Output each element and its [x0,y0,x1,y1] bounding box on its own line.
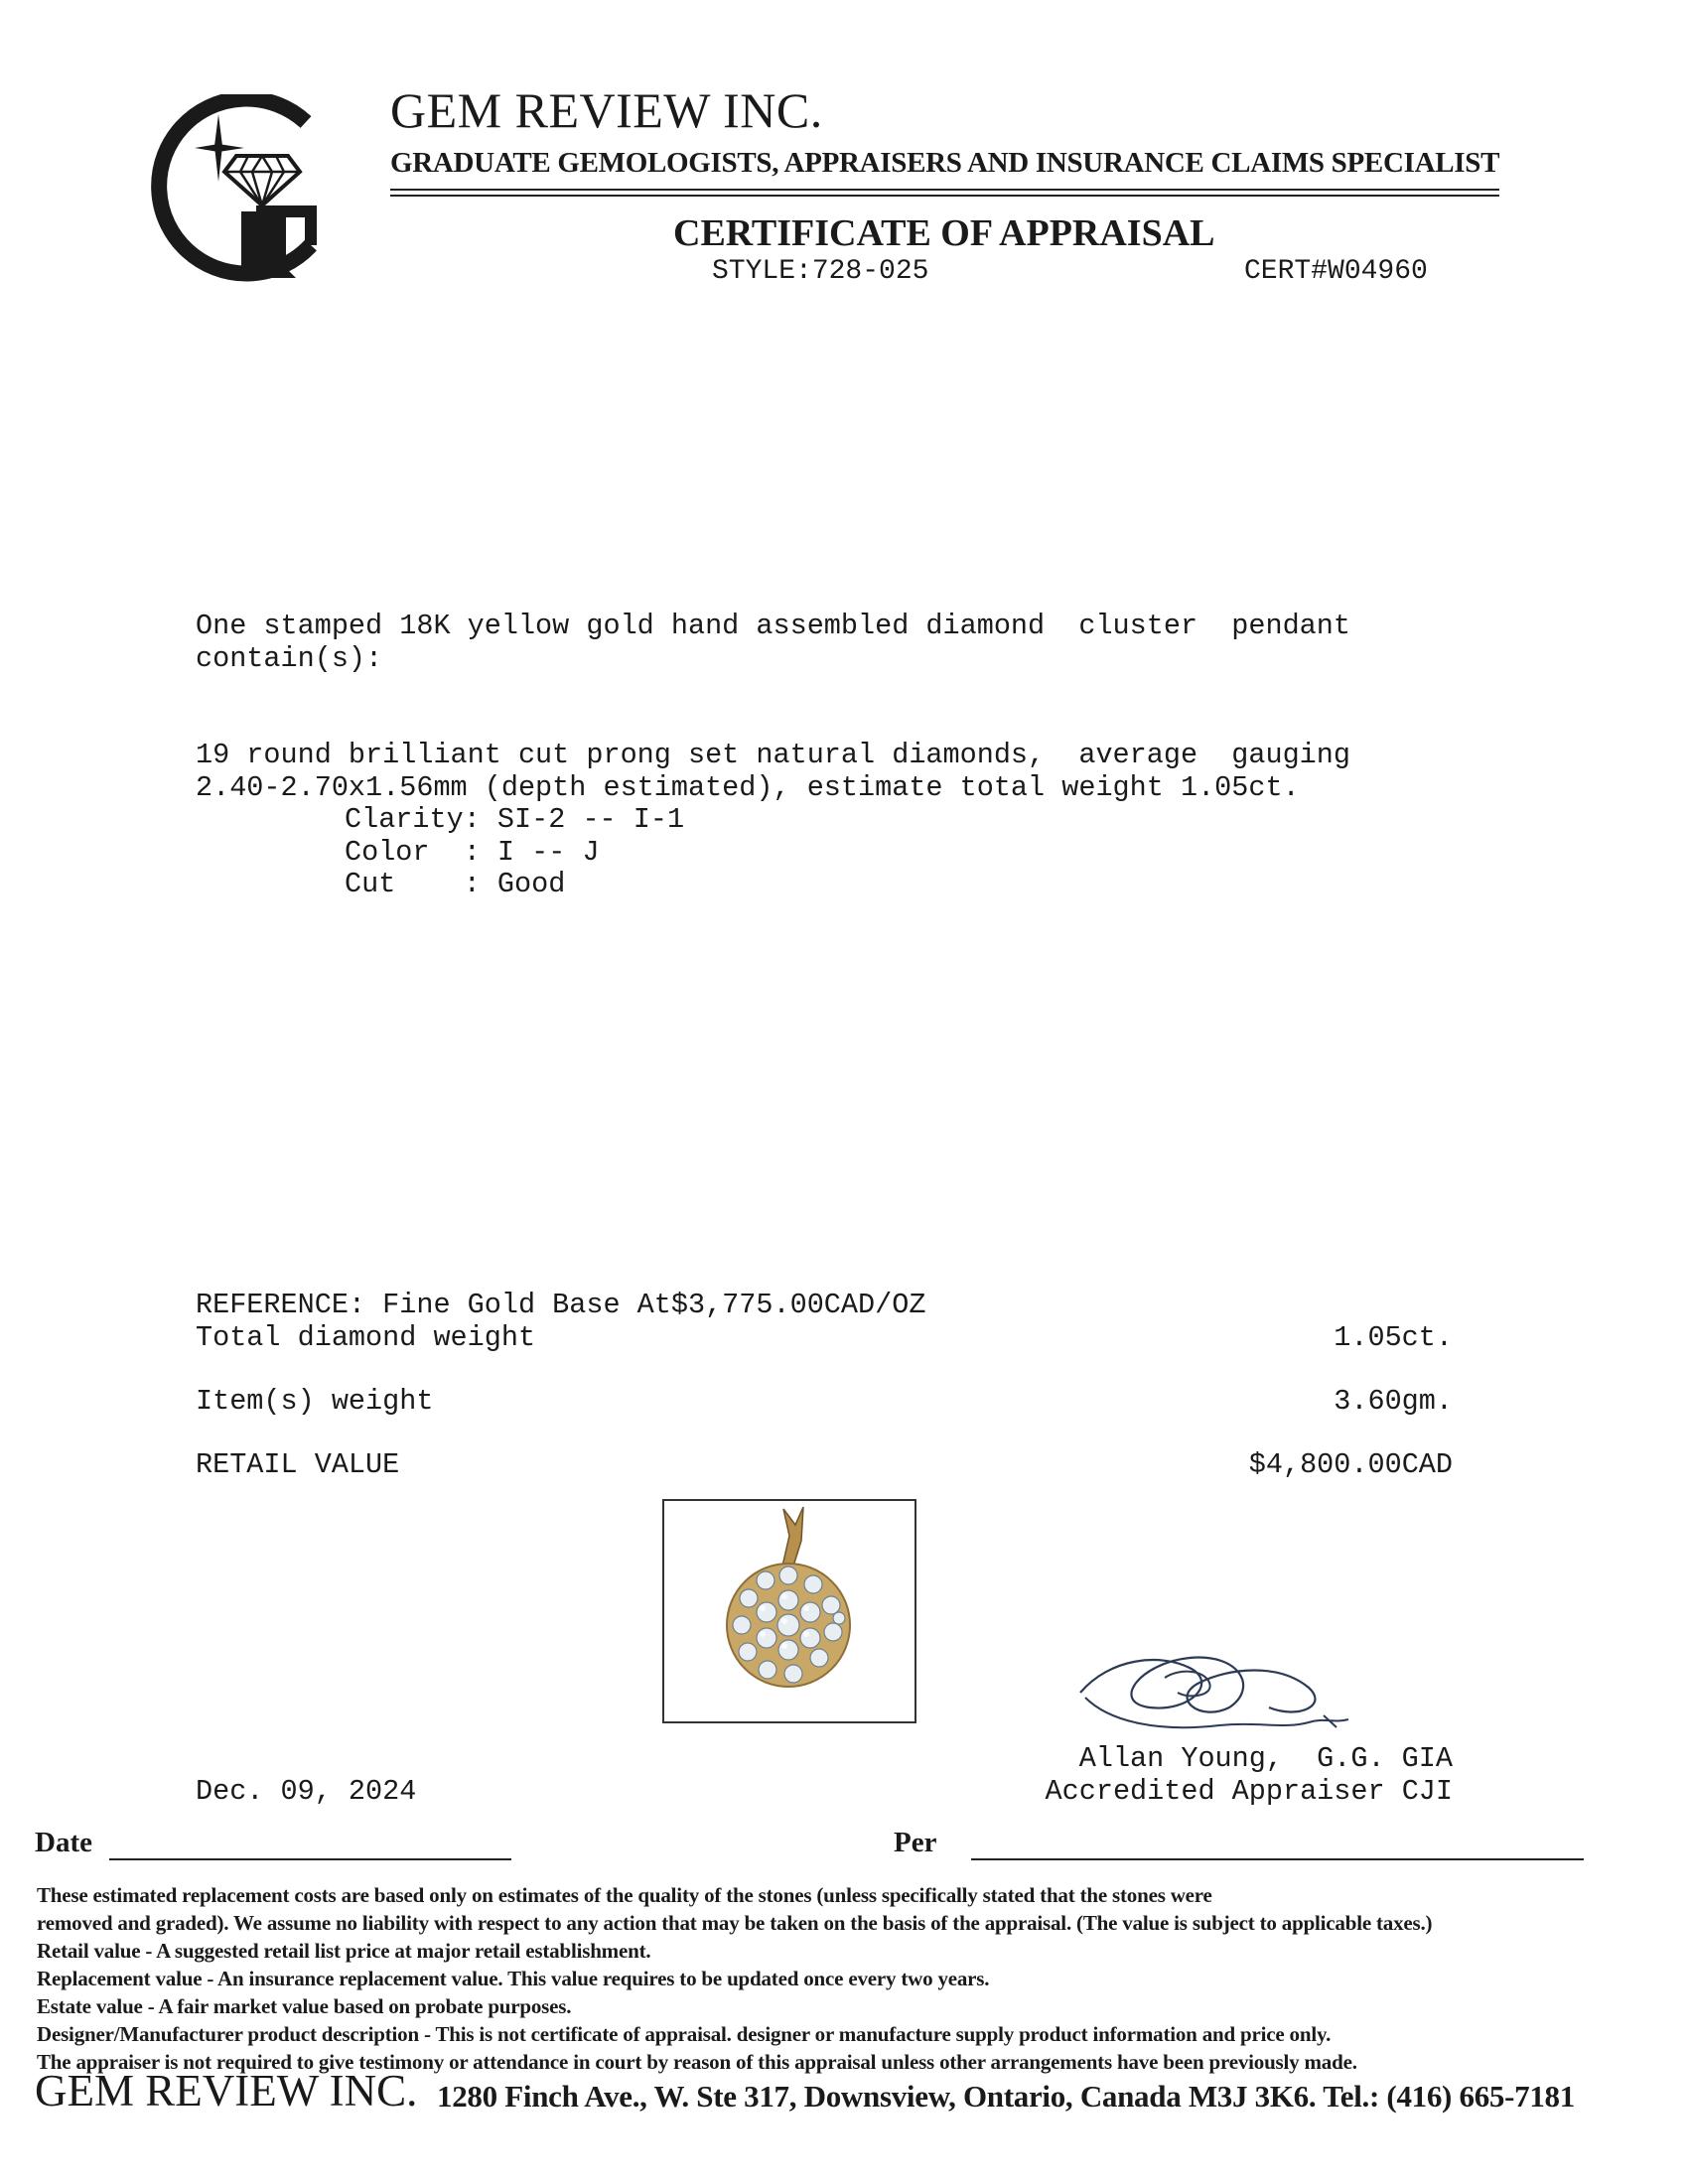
disclaimer-line-5: Estate value - A fair market value based on probate purposes. [37,1994,572,2018]
item-photo-frame [662,1499,916,1723]
cut-grade: Cut : Good [345,868,566,900]
certificate-title: CERTIFICATE OF APPRAISAL [673,212,1215,254]
disclaimer-line-2: removed and graded). We assume no liability with respect to any action that may be taken on the basis of the appraisal. (The value is subject to applicable taxes.) [37,1911,1433,1935]
company-name: GEM REVIEW INC. [390,82,823,138]
date-signature-line [109,1858,511,1860]
disclaimer-line-6: Designer/Manufacturer product description - This is not certificate of appraisal. designer or manufacture supply product information and price only. [37,2022,1332,2046]
footer-address: 1280 Finch Ave., W. Ste 317, Downsview, Ontario, Canada M3J 3K6. Tel.: (416) 665-7181 [437,2079,1575,2114]
description-line-1: One stamped 18K yellow gold hand assembled diamond cluster pendant [196,610,1350,642]
retail-value-label: RETAIL VALUE [196,1448,400,1481]
footer-company-name: GEM REVIEW INC. [35,2066,418,2116]
stones-line-2: 2.40-2.70x1.56mm (depth estimated), estimate total weight 1.05ct. [196,771,1300,804]
retail-value-amount: $4,800.00CAD [1248,1448,1453,1481]
header-divider-top [390,189,1499,191]
stones-line-1: 19 round brilliant cut prong set natural diamonds, average gauging [196,739,1350,771]
per-signature-line [971,1858,1584,1860]
total-diamond-weight-value: 1.05ct. [1334,1321,1453,1354]
company-subtitle: GRADUATE GEMOLOGISTS, APPRAISERS AND INSURANCE CLAIMS SPECIALIST [390,147,1500,179]
style-number: STYLE:728-025 [712,256,929,287]
disclaimer-line-3: Retail value - A suggested retail list price at major retail establishment. [37,1939,651,1963]
disclaimer-line-1: These estimated replacement costs are based only on estimates of the quality of the stones (unless specifically stated that the stones were [37,1883,1212,1907]
appraiser-title: Accredited Appraiser CJI [1045,1775,1453,1808]
header-divider-bottom [390,195,1499,197]
diamond-icon [224,156,300,205]
per-label: Per [894,1827,937,1858]
disclaimer-line-7: The appraiser is not required to give testimony or attendance in court by reason of this appraisal unless other arrangements have been previously made. [37,2050,1357,2074]
total-diamond-weight-label: Total diamond weight [196,1321,536,1354]
company-logo [137,94,336,293]
pendant-photo [664,1501,914,1721]
disclaimer-line-4: Replacement value - An insurance replacement value. This value requires to be updated once every two years. [37,1967,990,1990]
appraiser-signature [1070,1638,1368,1747]
item-weight-label: Item(s) weight [196,1385,434,1418]
item-weight-value: 3.60gm. [1334,1385,1453,1418]
cert-number: CERT#W04960 [1244,256,1428,287]
color-grade: Color : I -- J [345,836,600,869]
clarity-grade: Clarity: SI-2 -- I-1 [345,803,685,836]
description-line-2: contain(s): [196,642,383,675]
appraiser-name: Allan Young, G.G. GIA [1078,1742,1453,1775]
appraisal-date: Dec. 09, 2024 [196,1775,417,1808]
reference-line: REFERENCE: Fine Gold Base At$3,775.00CAD/OZ [196,1289,926,1321]
date-label: Date [35,1827,92,1858]
